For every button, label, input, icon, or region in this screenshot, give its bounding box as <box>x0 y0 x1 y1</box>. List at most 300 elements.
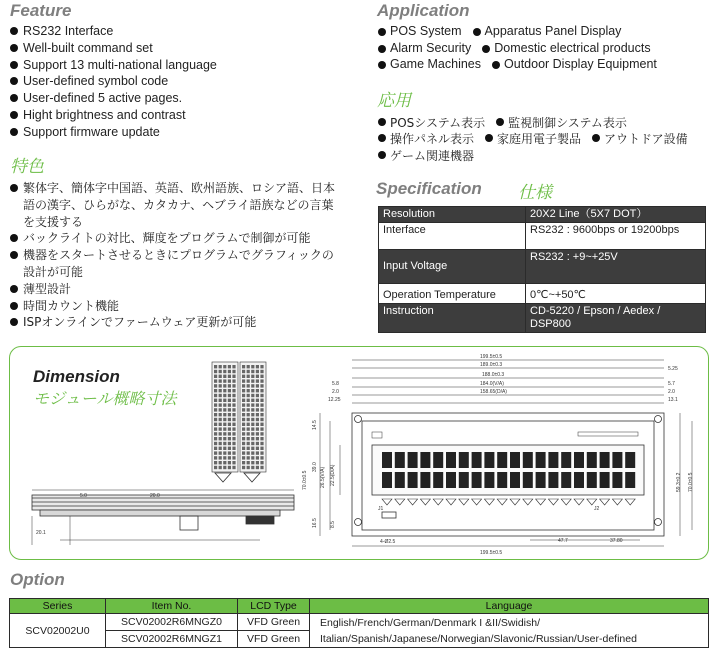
matrix-dot <box>247 370 250 373</box>
specification-jp-title: 仕様 <box>518 183 552 203</box>
character-matrix-detail <box>212 362 266 482</box>
list-item: ISPオンラインでファームウェア更新が可能 <box>9 314 345 331</box>
matrix-dot <box>260 461 263 464</box>
list-item: Support 13 multi-national language <box>9 57 349 74</box>
dim-label: 70.0±0.5 <box>688 472 694 492</box>
matrix-dot <box>219 447 222 450</box>
arrow-marker <box>395 499 405 505</box>
matrix-dot <box>214 370 217 373</box>
character-cell <box>600 452 610 468</box>
matrix-dot <box>256 399 259 402</box>
matrix-dot <box>251 375 254 378</box>
matrix-dot <box>214 399 217 402</box>
matrix-dot <box>223 466 226 469</box>
matrix-dot <box>247 375 250 378</box>
matrix-dot <box>214 384 217 387</box>
dim-label: 184.0(V/A) <box>480 381 504 387</box>
character-cell <box>536 452 546 468</box>
matrix-dot <box>214 375 217 378</box>
matrix-dot <box>260 384 263 387</box>
matrix-dot <box>247 403 250 406</box>
dim-label: 12.25 <box>328 397 341 403</box>
matrix-dot <box>228 408 231 411</box>
matrix-dot <box>242 365 245 368</box>
matrix-dot <box>214 442 217 445</box>
matrix-dot <box>242 437 245 440</box>
arrow-marker <box>612 499 622 505</box>
character-cell <box>395 472 405 488</box>
matrix-dot <box>219 427 222 430</box>
matrix-dot <box>260 447 263 450</box>
matrix-dot <box>256 379 259 382</box>
matrix-dot <box>256 456 259 459</box>
matrix-dot <box>228 423 231 426</box>
character-cell <box>612 472 622 488</box>
matrix-dot <box>228 403 231 406</box>
character-cell <box>574 452 584 468</box>
matrix-dot <box>251 447 254 450</box>
matrix-dot <box>232 389 235 392</box>
dim-label: J2 <box>594 506 600 512</box>
matrix-dot <box>251 379 254 382</box>
matrix-dot <box>232 413 235 416</box>
dimension-title: Dimension <box>33 367 120 386</box>
character-cell <box>536 472 546 488</box>
matrix-dot <box>242 427 245 430</box>
side-label: 5.0 <box>80 493 87 499</box>
matrix-dot <box>256 423 259 426</box>
matrix-dot <box>223 437 226 440</box>
arrow-marker <box>561 499 571 505</box>
character-cell <box>420 452 430 468</box>
dim-label: 22.5(D/A) <box>330 464 336 486</box>
matrix-dot <box>260 427 263 430</box>
lcd-type-cell: VFD Green <box>238 614 310 631</box>
matrix-dot <box>247 379 250 382</box>
list-item: 繁体字、簡体字中国語、英語、欧州語族、ロシア語、日本語の漢字、ひらがな、カタカナ、ヘブライ語族などの言葉を支援する <box>9 180 345 230</box>
matrix-dot <box>251 418 254 421</box>
column-header: LCD Type <box>238 599 310 614</box>
matrix-dot <box>219 442 222 445</box>
matrix-dot <box>242 423 245 426</box>
matrix-dot <box>251 403 254 406</box>
matrix-dot <box>219 432 222 435</box>
matrix-dot <box>247 461 250 464</box>
matrix-dot <box>228 456 231 459</box>
matrix-dot <box>256 408 259 411</box>
list-item: Alarm Security <box>377 41 471 55</box>
matrix-dot <box>242 403 245 406</box>
list-item: User-defined 5 active pages. <box>9 90 349 107</box>
character-cell <box>612 452 622 468</box>
arrow-marker <box>548 499 558 505</box>
arrow-marker <box>408 499 418 505</box>
matrix-dot <box>247 456 250 459</box>
matrix-dot <box>219 456 222 459</box>
matrix-dot <box>232 365 235 368</box>
matrix-dot <box>223 423 226 426</box>
list-item: Domestic electrical products <box>481 41 650 55</box>
character-cell <box>561 472 571 488</box>
matrix-dot <box>228 451 231 454</box>
dim-label: 47.7 <box>558 538 568 544</box>
spec-value: RS232 : +9~+25V <box>526 250 706 284</box>
matrix-dot <box>228 379 231 382</box>
matrix-dot <box>219 461 222 464</box>
matrix-dot <box>251 427 254 430</box>
matrix-dot <box>260 423 263 426</box>
matrix-dot <box>251 394 254 397</box>
matrix-dot <box>214 389 217 392</box>
matrix-dot <box>214 447 217 450</box>
matrix-dot <box>256 403 259 406</box>
matrix-dot <box>223 413 226 416</box>
matrix-dot <box>223 418 226 421</box>
list-item: ゲーム関連機器 <box>377 147 474 164</box>
arrow-marker <box>600 499 610 505</box>
character-cell <box>484 452 494 468</box>
matrix-dot <box>260 466 263 469</box>
character-cell <box>497 472 507 488</box>
matrix-dot <box>251 413 254 416</box>
matrix-dot <box>256 432 259 435</box>
matrix-dot <box>228 375 231 378</box>
spec-value: 0℃~+50℃ <box>526 284 706 304</box>
matrix-dot <box>247 384 250 387</box>
matrix-dot <box>228 466 231 469</box>
matrix-dot <box>214 432 217 435</box>
list-item: Hight brightness and contrast <box>9 107 349 124</box>
matrix-dot <box>223 432 226 435</box>
matrix-dot <box>260 437 263 440</box>
dim-label: J1 <box>378 506 384 512</box>
matrix-dot <box>219 418 222 421</box>
list-item: 機器をスタートさせるときにプログラムでグラフィックの設計が可能 <box>9 247 345 281</box>
matrix-dot <box>219 423 222 426</box>
matrix-dot <box>223 451 226 454</box>
matrix-dot <box>242 461 245 464</box>
dim-label: 5.25 <box>668 366 678 372</box>
dim-label: 8.5 <box>330 521 336 528</box>
matrix-dot <box>260 379 263 382</box>
spec-label: Operation Temperature <box>379 284 526 304</box>
matrix-dot <box>223 399 226 402</box>
application-jp-title: 応用 <box>377 91 411 111</box>
matrix-dot <box>223 403 226 406</box>
side-profile-drawing <box>32 490 294 545</box>
matrix-dot <box>256 466 259 469</box>
list-item: Game Machines <box>377 57 481 71</box>
matrix-dot <box>228 427 231 430</box>
matrix-dot <box>247 451 250 454</box>
character-cell <box>446 452 456 468</box>
matrix-dot <box>228 437 231 440</box>
arrow-marker <box>472 499 482 505</box>
matrix-dot <box>242 399 245 402</box>
matrix-dot <box>223 375 226 378</box>
matrix-dot <box>214 423 217 426</box>
dim-label: 5.8 <box>332 381 339 387</box>
application-title: Application <box>377 1 470 20</box>
matrix-dot <box>242 389 245 392</box>
matrix-dot <box>260 365 263 368</box>
matrix-dot <box>214 403 217 406</box>
matrix-dot <box>242 384 245 387</box>
character-cell <box>625 472 635 488</box>
dim-label: 2.0 <box>668 389 675 395</box>
matrix-dot <box>242 451 245 454</box>
character-cell <box>600 472 610 488</box>
matrix-dot <box>214 413 217 416</box>
character-cell <box>523 472 533 488</box>
matrix-dot <box>232 442 235 445</box>
matrix-dot <box>260 418 263 421</box>
character-cell <box>408 472 418 488</box>
column-header: Series <box>10 599 106 614</box>
matrix-dot <box>256 365 259 368</box>
matrix-dot <box>219 403 222 406</box>
matrix-dot <box>214 418 217 421</box>
matrix-dot <box>251 384 254 387</box>
matrix-dot <box>251 365 254 368</box>
character-cell <box>497 452 507 468</box>
character-cell <box>548 452 558 468</box>
character-cell <box>548 472 558 488</box>
matrix-dot <box>260 408 263 411</box>
matrix-dot <box>251 432 254 435</box>
matrix-dot <box>214 451 217 454</box>
matrix-dot <box>260 399 263 402</box>
matrix-dot <box>232 423 235 426</box>
matrix-dot <box>251 423 254 426</box>
spec-label: Input Voltage <box>379 250 526 284</box>
matrix-dot <box>228 394 231 397</box>
dim-label: 5.7 <box>668 381 675 387</box>
matrix-dot <box>242 375 245 378</box>
matrix-dot <box>247 442 250 445</box>
table-row <box>10 614 709 631</box>
matrix-dot <box>260 456 263 459</box>
matrix-dot <box>219 437 222 440</box>
character-cell <box>574 472 584 488</box>
list-item: 薄型設計 <box>9 281 345 298</box>
matrix-dot <box>232 399 235 402</box>
matrix-dot <box>219 389 222 392</box>
character-cell <box>587 452 597 468</box>
character-cell <box>382 472 392 488</box>
matrix-dot <box>223 408 226 411</box>
arrow-marker <box>484 499 494 505</box>
matrix-dot <box>214 408 217 411</box>
dim-label: 158.65(D/A) <box>480 389 507 395</box>
column-header: Language <box>310 599 709 614</box>
matrix-dot <box>214 365 217 368</box>
matrix-dot <box>219 394 222 397</box>
matrix-dot <box>242 442 245 445</box>
side-label: 20.1 <box>36 530 46 536</box>
lcd-type-cell: VFD Green <box>238 631 310 648</box>
language-cell <box>310 614 709 648</box>
matrix-dot <box>247 413 250 416</box>
matrix-dot <box>228 418 231 421</box>
matrix-dot <box>214 461 217 464</box>
matrix-dot <box>251 389 254 392</box>
spec-value: RS232 : 9600bps or 19200bps <box>526 223 706 250</box>
list-item: 操作パネル表示 <box>377 130 474 147</box>
dim-label: 16.5 <box>312 518 318 528</box>
specification-title: Specification <box>376 179 482 198</box>
arrow-marker <box>420 499 430 505</box>
column-header: Item No. <box>106 599 238 614</box>
feature-jp-title: 特色 <box>10 157 44 177</box>
list-item: 家庭用電子製品 <box>484 130 581 147</box>
matrix-dot <box>247 418 250 421</box>
matrix-dot <box>219 413 222 416</box>
matrix-dot <box>251 466 254 469</box>
matrix-dot <box>232 466 235 469</box>
matrix-dot <box>242 408 245 411</box>
matrix-dot <box>260 403 263 406</box>
character-cell <box>625 452 635 468</box>
arrow-marker <box>523 499 533 505</box>
arrow-marker <box>446 499 456 505</box>
arrow-marker <box>625 499 635 505</box>
character-cell <box>472 472 482 488</box>
matrix-dot <box>232 451 235 454</box>
list-item: User-defined symbol code <box>9 73 349 90</box>
matrix-dot <box>251 456 254 459</box>
matrix-dot <box>251 370 254 373</box>
matrix-dot <box>219 379 222 382</box>
matrix-dot <box>214 394 217 397</box>
matrix-dot <box>260 451 263 454</box>
matrix-dot <box>214 437 217 440</box>
matrix-dot <box>256 418 259 421</box>
matrix-dot <box>260 413 263 416</box>
character-cell <box>433 452 443 468</box>
dim-label: 14.5 <box>312 420 318 430</box>
matrix-dot <box>223 384 226 387</box>
character-cell <box>561 452 571 468</box>
language-line: Italian/Spanish/Japanese/Norwegian/Slavonic/Russian/User-defined <box>320 632 637 645</box>
matrix-dot <box>256 389 259 392</box>
dim-label: 189.0±0.3 <box>480 362 503 368</box>
arrow-marker <box>459 499 469 505</box>
matrix-dot <box>228 413 231 416</box>
matrix-dot <box>256 394 259 397</box>
table-header-row <box>10 599 709 614</box>
matrix-dot <box>232 379 235 382</box>
list-item: 監視制御システム表示 <box>495 114 627 131</box>
matrix-dot <box>232 370 235 373</box>
arrow-marker <box>433 499 443 505</box>
spec-label: Interface <box>379 223 526 250</box>
matrix-dot <box>219 466 222 469</box>
arrow-marker <box>587 499 597 505</box>
matrix-dot <box>256 437 259 440</box>
spec-value: CD-5220 / Epson / Aedex / DSP800 <box>526 304 706 333</box>
arrow-marker <box>382 499 392 505</box>
option-table <box>9 598 709 648</box>
matrix-dot <box>232 447 235 450</box>
matrix-dot <box>232 427 235 430</box>
matrix-dot <box>219 399 222 402</box>
matrix-dot <box>223 447 226 450</box>
item-no-cell: SCV02002R6MNGZ0 <box>106 614 238 631</box>
dim-label: 13.1 <box>668 397 678 403</box>
list-item: Well-built command set <box>9 40 349 57</box>
matrix-dot <box>256 384 259 387</box>
matrix-dot <box>242 447 245 450</box>
matrix-dot <box>214 427 217 430</box>
matrix-dot <box>228 442 231 445</box>
matrix-dot <box>228 461 231 464</box>
matrix-dot <box>232 394 235 397</box>
matrix-dot <box>232 375 235 378</box>
matrix-dot <box>232 461 235 464</box>
matrix-dot <box>251 437 254 440</box>
arrow-marker <box>574 499 584 505</box>
list-item: 時間カウント機能 <box>9 298 345 315</box>
matrix-dot <box>260 375 263 378</box>
matrix-dot <box>251 451 254 454</box>
matrix-dot <box>214 456 217 459</box>
matrix-dot <box>247 447 250 450</box>
matrix-dot <box>251 442 254 445</box>
character-cell <box>587 472 597 488</box>
matrix-dot <box>232 403 235 406</box>
character-cell <box>510 452 520 468</box>
arrow-marker <box>536 499 546 505</box>
dim-label: 199.5±0.5 <box>480 550 503 556</box>
dim-label: 2.0 <box>332 389 339 395</box>
matrix-dot <box>260 394 263 397</box>
matrix-dot <box>247 408 250 411</box>
matrix-dot <box>223 427 226 430</box>
dim-label: 37.80 <box>610 538 623 544</box>
dim-label: 39.0 <box>312 462 318 472</box>
feature-title: Feature <box>10 1 72 20</box>
matrix-dot <box>256 461 259 464</box>
matrix-dot <box>247 466 250 469</box>
character-cell <box>472 452 482 468</box>
list-item: POSシステム表示 <box>377 114 485 131</box>
matrix-dot <box>228 432 231 435</box>
matrix-dot <box>242 379 245 382</box>
matrix-dot <box>256 375 259 378</box>
language-line: English/French/German/Denmark I &II/Swidish/ <box>320 616 540 629</box>
matrix-dot <box>256 427 259 430</box>
matrix-dot <box>232 384 235 387</box>
dim-label: 59.3±0.2 <box>676 472 682 492</box>
dim-label: 4-Ø2.5 <box>380 539 396 545</box>
list-item: バックライトの対比、輝度をプログラムで制御が可能 <box>9 230 345 247</box>
side-label: 20.0 <box>150 493 160 499</box>
character-cell <box>433 472 443 488</box>
dim-label: 188.0±0.3 <box>482 372 505 378</box>
matrix-dot <box>219 370 222 373</box>
matrix-dot <box>223 394 226 397</box>
matrix-dot <box>247 437 250 440</box>
spec-label: Instruction <box>379 304 526 333</box>
matrix-dot <box>223 442 226 445</box>
list-item: アウトドア設備 <box>591 130 688 147</box>
list-item: RS232 Interface <box>9 23 349 40</box>
list-item: Outdoor Display Equipment <box>491 57 657 71</box>
matrix-dot <box>219 375 222 378</box>
matrix-dot <box>223 379 226 382</box>
matrix-dot <box>242 456 245 459</box>
